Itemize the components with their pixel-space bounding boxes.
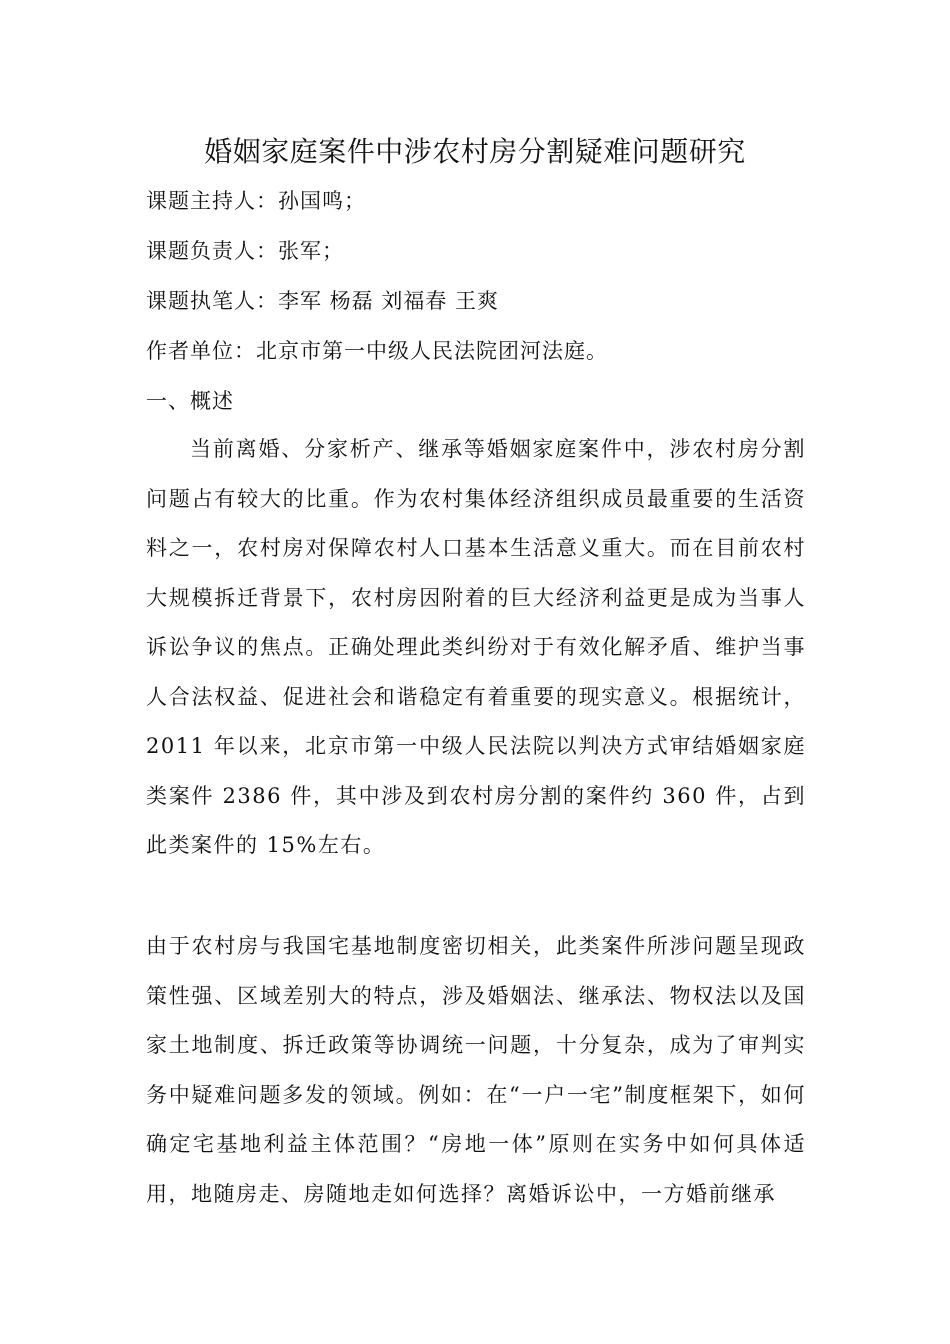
author-unit-line: 作者单位：北京市第一中级人民法院团河法庭。 (146, 339, 608, 363)
project-host-line: 课题主持人：孙国鸣； (146, 189, 366, 213)
project-leader-line: 课题负责人：张军； (146, 239, 344, 263)
project-writers-line: 课题执笔人：李军 杨磊 刘福春 王爽 (146, 289, 500, 313)
paragraph-overview-1: 当前离婚、分家析产、继承等婚姻家庭案件中，涉农村房分割问题占有较大的比重。作为农村集体经济组织成员最重要的生活资料之一，农村房对保障农村人口基本生活意义重大。而在目前农村大规模拆迁背景下，农村房因附着的巨大经济利益更是成为当事人诉讼争议的焦点。正确处理此类纠纷对于有效化解矛盾、维护当事人合法权益、促进社会和谐稳定有着重要的现实意义。根据统计，2011 年以来，北京市第一中级人民法院以判决方式审结婚姻家庭类案件 2386 件，其中涉及到农村房分割的案件约 360 件，占到此类案件的 15%左右。 (146, 437, 806, 857)
section-heading-overview: 一、概述 (146, 389, 234, 413)
document-title: 婚姻家庭案件中涉农村房分割疑难问题研究 (204, 135, 746, 168)
paragraph-overview-2: 由于农村房与我国宅基地制度密切相关，此类案件所涉问题呈现政策性强、区域差别大的特点，涉及婚姻法、继承法、物权法以及国家土地制度、拆迁政策等协调统一问题，十分复杂，成为了审判实务中疑难问题多发的领域。例如：在“一户一宅”制度框架下，如何确定宅基地利益主体范围？“房地一体”原则在实务中如何具体适用，地随房走、房随地走如何选择？离婚诉讼中，一方婚前继承 (146, 934, 806, 1206)
